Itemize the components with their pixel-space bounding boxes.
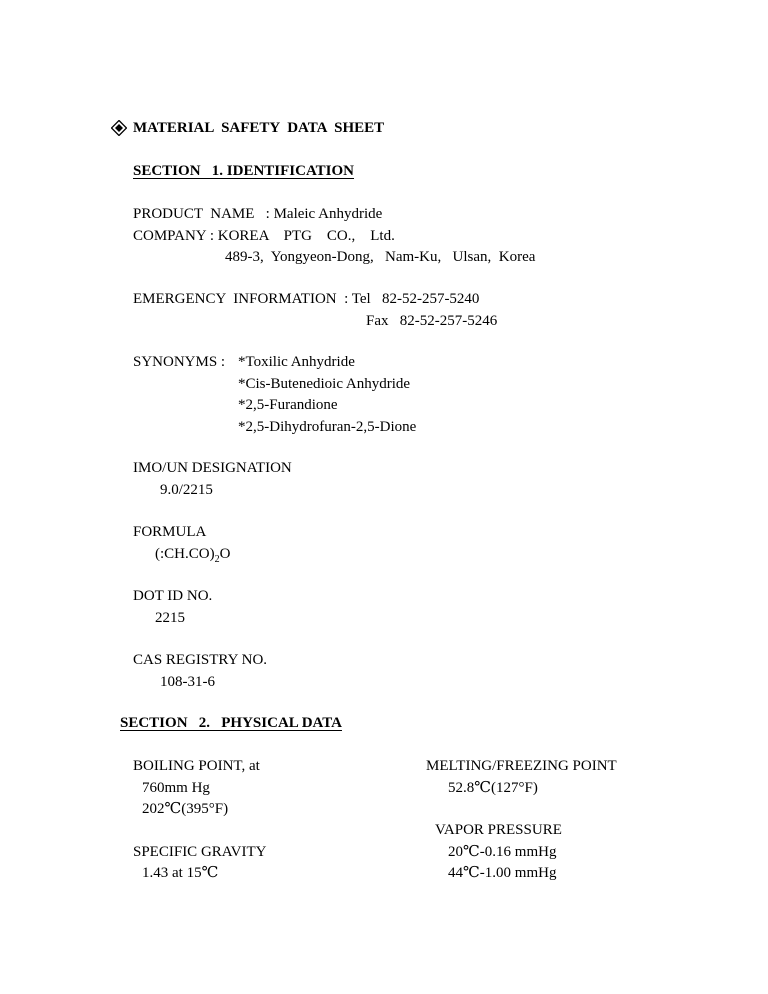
company-address: 489-3, Yongyeon-Dong, Nam-Ku, Ulsan, Korea — [225, 249, 536, 265]
cas-label: CAS REGISTRY NO. — [133, 652, 268, 668]
company-line: COMPANY : KOREA PTG CO., Ltd. — [133, 228, 395, 244]
vapor-pressure-value: 20℃-0.16 mmHg — [448, 844, 557, 860]
vapor-pressure-value: 44℃-1.00 mmHg — [448, 865, 557, 881]
melting-point-label: MELTING/FREEZING POINT — [426, 758, 617, 774]
formula-tail: O — [219, 546, 231, 562]
formula-main: (:CH.CO) — [155, 546, 215, 562]
cas-value: 108-31-6 — [160, 674, 215, 690]
vapor-pressure-label: VAPOR PRESSURE — [435, 822, 562, 838]
dot-value: 2215 — [155, 610, 185, 626]
synonyms-label: SYNONYMS : — [133, 354, 226, 370]
synonym-item: *Cis-Butenedioic Anhydride — [238, 376, 411, 392]
section-2-heading: SECTION 2. PHYSICAL DATA — [120, 715, 342, 731]
imo-value: 9.0/2215 — [160, 482, 213, 498]
document-title: MATERIAL SAFETY DATA SHEET — [133, 120, 385, 136]
formula-label: FORMULA — [133, 524, 207, 540]
dot-label: DOT ID NO. — [133, 588, 213, 604]
formula-value — [155, 545, 230, 569]
boiling-point-value: 202℃(395°F) — [142, 801, 229, 817]
synonym-item: *2,5-Dihydrofuran-2,5-Dione — [238, 419, 417, 435]
synonym-item: *2,5-Furandione — [238, 397, 338, 413]
specific-gravity-label: SPECIFIC GRAVITY — [133, 844, 267, 860]
section-1-heading: SECTION 1. IDENTIFICATION — [133, 163, 355, 179]
diamond-bullet-icon — [111, 120, 127, 136]
melting-point-value: 52.8℃(127°F) — [448, 780, 538, 796]
product-name-line: PRODUCT NAME : Maleic Anhydride — [133, 206, 383, 222]
imo-label: IMO/UN DESIGNATION — [133, 460, 292, 476]
boiling-point-condition: 760mm Hg — [142, 780, 210, 796]
specific-gravity-value: 1.43 at 15℃ — [142, 865, 219, 881]
synonym-item: *Toxilic Anhydride — [238, 354, 355, 370]
formula-subscript: 2 — [214, 554, 220, 565]
emergency-tel-line: EMERGENCY INFORMATION : Tel 82-52-257-5240 — [133, 291, 480, 307]
emergency-fax-line: Fax 82-52-257-5246 — [366, 313, 498, 329]
boiling-point-label: BOILING POINT, at — [133, 758, 260, 774]
